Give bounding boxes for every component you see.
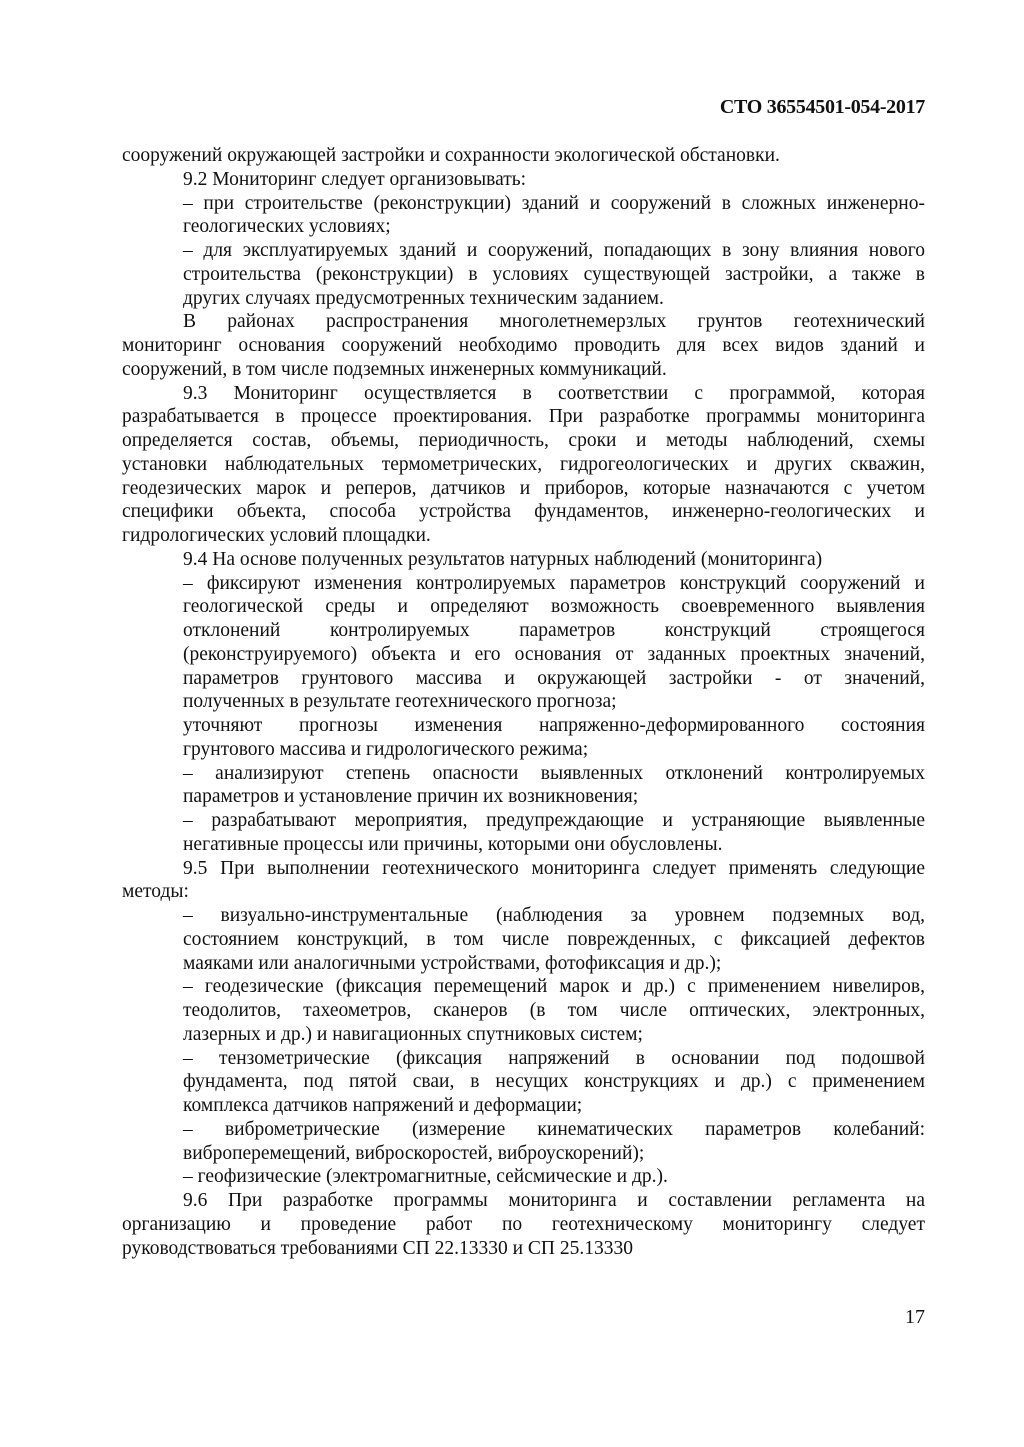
text-line: 9.6 При разработке программы мониторинга и составлении регламента на (183, 1190, 925, 1211)
text-line: геодезических марок и реперов, датчиков и приборов, которые назначаются с учетом (122, 477, 925, 499)
text-line: параметров и установление причин их возникновения; (183, 786, 639, 808)
text-line: строительства (реконструкции) в условиях существующей застройки, а также в (183, 263, 925, 285)
text-line: сооружений окружающей застройки и сохранности экологической обстановки. (122, 145, 780, 166)
text-line: параметров грунтового массива и окружающей застройки - от значений, (183, 667, 925, 689)
text-line: – фиксируют изменения контролируемых параметров конструкций сооружений и (183, 572, 925, 594)
text-line: грунтового массива и гидрологического режима; (183, 738, 589, 760)
text-line: организацию и проведение работ по геотехническому мониторингу следует (122, 1213, 925, 1235)
text-line: маяками или аналогичными устройствами, фотофиксация и др.); (183, 952, 722, 974)
text-line: геологических условиях; (183, 216, 391, 238)
text-line: – тензометрические (фиксация напряжений в основании под подошвой (183, 1047, 925, 1069)
text-line: негативные процессы или причины, которыми они обусловлены. (183, 833, 723, 855)
text-line: – виброметрические (измерение кинематических параметров колебаний: (183, 1118, 925, 1140)
text-line: других случаях предусмотренных техническим заданием. (183, 287, 664, 309)
text-line: – для эксплуатируемых зданий и сооружений, попадающих в зону влияния нового (183, 240, 925, 261)
text-line: – геофизические (электромагнитные, сейсмические и др.). (183, 1166, 668, 1188)
text-line: (реконструируемого) объекта и его основания от заданных проектных значений, (183, 643, 925, 665)
text-line: разрабатывается в процессе проектирования. При разработке программы мониторинга (122, 406, 925, 428)
text-line: 9.4 На основе полученных результатов натурных наблюдений (мониторинга) (183, 548, 823, 570)
text-line: – визуально-инструментальные (наблюдения за уровнем подземных вод, (183, 905, 925, 926)
text-line: гидрологических условий площадки. (122, 525, 431, 546)
text-line: отклонений контролируемых параметров конструкций строящегося (183, 620, 925, 641)
text-line: уточняют прогнозы изменения напряженно-деформированного состояния (183, 715, 925, 736)
page-number: 17 (905, 1306, 925, 1328)
text-line: фундамента, под пятой сваи, в несущих конструкциях и др.) с применением (183, 1071, 925, 1093)
text-line: 9.5 При выполнении геотехнического мониторинга следует применять следующие (183, 857, 925, 879)
document-code-header: СТО 36554501-054-2017 (719, 96, 925, 118)
text-line: В районах распространения многолетнемерзлых грунтов геотехнический (183, 311, 925, 333)
text-line: – при строительстве (реконструкции) зданий и сооружений в сложных инженерно- (183, 192, 925, 214)
text-line: теодолитов, тахеометров, сканеров (в том числе оптических, электронных, (183, 1000, 925, 1021)
text-line: руководствоваться требованиями СП 22.13330 и СП 25.13330 (122, 1237, 633, 1259)
text-line: методы: (122, 881, 189, 903)
text-line: установки наблюдательных термометрических, гидрогеологических и других скважин, (122, 453, 925, 475)
text-line: комплекса датчиков напряжений и деформации; (183, 1095, 583, 1116)
text-line: лазерных и др.) и навигационных спутниковых систем; (183, 1023, 643, 1045)
text-line: – анализируют степень опасности выявленных отклонений контролируемых (183, 762, 925, 784)
text-line: мониторинг основания сооружений необходимо проводить для всех видов зданий и (122, 335, 925, 356)
text-line: сооружений, в том числе подземных инженерных коммуникаций. (122, 358, 667, 380)
text-line: 9.3 Мониторинг осуществляется в соответствии с программой, которая (183, 382, 925, 404)
text-line: полученных в результате геотехнического прогноза; (183, 691, 617, 713)
text-line: – геодезические (фиксация перемещений марок и др.) с применением нивелиров, (183, 976, 925, 998)
text-line: специфики объекта, способа устройства фундаментов, инженерно-геологических и (122, 501, 925, 523)
text-line: – разрабатывают мероприятия, предупреждающие и устраняющие выявленные (183, 810, 925, 831)
text-line: геологической среды и определяют возможность своевременного выявления (183, 596, 925, 618)
document-body (122, 144, 925, 1260)
text-line: состоянием конструкций, в том числе поврежденных, с фиксацией дефектов (183, 928, 925, 950)
text-line: виброперемещений, виброскоростей, виброускорений); (183, 1142, 645, 1164)
text-line: 9.2 Мониторинг следует организовывать: (183, 168, 527, 190)
text-line: определяется состав, объемы, периодичность, сроки и методы наблюдений, схемы (122, 430, 925, 451)
